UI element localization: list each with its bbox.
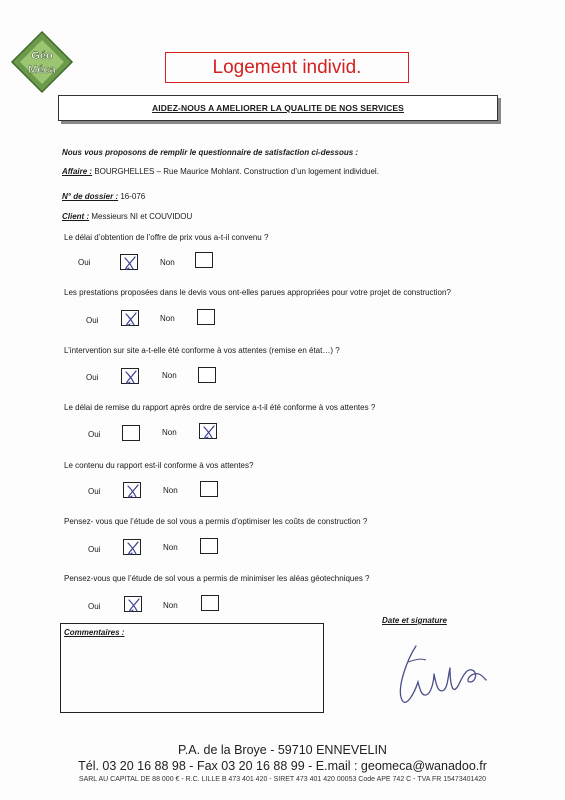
question-1: Le délai d’obtention de l’offre de prix vous a-t-il convenu ? [64,233,269,242]
non-label: Non [160,314,175,323]
question-4: Le délai de remise du rapport après ordre de service a-t-il été conforme à vos attentes ? [64,403,376,412]
check-mark-icon [124,540,142,556]
non-label: Non [163,601,178,610]
q6-oui-checkbox[interactable] [123,539,141,555]
question-6: Pensez- vous que l’étude de sol vous a permis d’optimiser les coûts de construction ? [64,517,368,526]
affaire-label: Affaire : [62,167,93,176]
oui-label: Oui [86,316,99,325]
client-value: Messieurs NI et COUVIDOU [91,212,193,221]
check-mark-icon [200,424,218,440]
question-5: Le contenu du rapport est-il conforme à vos attentes? [64,461,254,470]
intro-text: Nous vous proposons de remplir le questionnaire de satisfaction ci-dessous : [62,148,359,157]
footer-contact: Tél. 03 20 16 88 98 - Fax 03 20 16 88 99 - E.mail : geomeca@wanadoo.fr [78,759,487,773]
q3-non-checkbox[interactable] [198,367,216,383]
check-mark-icon [122,369,140,385]
q7-oui-checkbox[interactable] [124,596,142,612]
dossier-line [62,192,145,201]
client-label: Client : [62,212,90,221]
q7-non-checkbox[interactable] [201,595,219,611]
dossier-label: N° de dossier : [62,192,119,201]
form-header: AIDEZ-NOUS A AMELIORER LA QUALITE DE NOS SERVICES [58,95,498,121]
date-signature-label: Date et signature [382,616,447,625]
document-title: Logement individ. [165,52,409,83]
non-label: Non [163,486,178,495]
q6-non-checkbox[interactable] [200,538,218,554]
q1-non-checkbox[interactable] [195,252,213,268]
check-mark-icon [124,483,142,499]
q4-non-checkbox[interactable] [199,423,217,439]
q5-non-checkbox[interactable] [200,481,218,497]
affaire-line [62,167,379,176]
question-3: L’intervention sur site a-t-elle été conforme à vos attentes (remise en état…) ? [64,346,340,355]
non-label: Non [163,543,178,552]
question-7: Pensez-vous que l’étude de sol vous a permis de minimiser les aléas géotechniques ? [64,574,370,583]
non-label: Non [160,258,175,267]
q1-oui-checkbox[interactable] [120,254,138,270]
non-label: Non [162,371,177,380]
handwritten-signature [388,638,488,710]
client-line [62,212,192,221]
oui-label: Oui [88,602,101,611]
footer-address: P.A. de la Broye - 59710 ENNEVELIN [178,743,387,757]
company-logo [10,30,74,100]
oui-label: Oui [78,258,91,267]
q2-oui-checkbox[interactable] [121,310,139,326]
comments-label: Commentaires : [64,628,125,637]
oui-label: Oui [88,487,101,496]
affaire-value: BOURGHELLES – Rue Maurice Mohlant. Construction d’un logement individuel. [94,167,379,176]
svg-text:Géo: Géo [31,50,53,62]
svg-text:Méca: Méca [28,64,56,76]
question-2: Les prestations proposées dans le devis vous ont-elles parues appropriées pour votre projet de construction? [64,288,451,297]
check-mark-icon [122,311,140,327]
q3-oui-checkbox[interactable] [121,368,139,384]
dossier-value: 16-076 [120,192,146,201]
oui-label: Oui [88,430,101,439]
non-label: Non [162,428,177,437]
check-mark-icon [121,255,139,271]
oui-label: Oui [88,545,101,554]
check-mark-icon [125,597,143,613]
footer-legal: SARL AU CAPITAL DE 88 000 € - R.C. LILLE B 473 401 420 - SIRET 473 401 420 00053 Code APE 742 C - TVA FR 15473401420 [78,776,487,783]
oui-label: Oui [86,373,99,382]
q5-oui-checkbox[interactable] [123,482,141,498]
q4-oui-checkbox[interactable] [122,425,140,441]
q2-non-checkbox[interactable] [197,309,215,325]
